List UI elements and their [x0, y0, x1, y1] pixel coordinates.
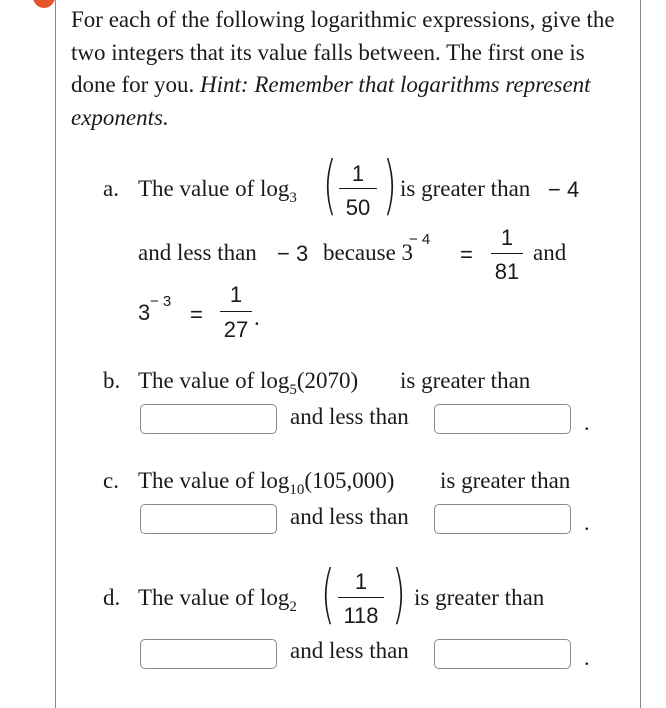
part-a-lower-bound: − 4: [548, 177, 580, 202]
part-a-exponent-2: − 3: [150, 293, 172, 310]
part-d-denominator: 118: [343, 603, 379, 628]
part-b-base: 5: [289, 382, 297, 398]
part-a-fraction-bar: [339, 188, 377, 189]
part-c-argument: (105,000): [304, 468, 395, 493]
part-b-label: b.: [103, 368, 121, 393]
part-a-upper-bound: − 3: [277, 241, 309, 266]
part-d-fraction-bar: [338, 597, 384, 598]
part-b-lower-input[interactable]: [140, 404, 277, 434]
part-a-equals-1: =: [460, 242, 473, 267]
part-d-period: .: [584, 645, 590, 670]
part-a-equals-2: =: [190, 302, 203, 327]
part-d-less: and less than: [290, 638, 409, 663]
part-d-base: 2: [289, 599, 297, 615]
instructions: [71, 4, 631, 134]
part-b-less: and less than: [290, 404, 409, 429]
part-a-base: 3: [289, 190, 297, 206]
part-a-frac2-denominator: 27: [223, 317, 249, 342]
part-c-lower-input[interactable]: [140, 504, 277, 534]
part-d-upper-input[interactable]: [434, 639, 571, 669]
part-a-frac2-bar: [220, 311, 252, 312]
part-c-greater: is greater than: [440, 468, 571, 493]
part-d-prefix: The value of $\log_2$: [138, 585, 297, 615]
part-a-and: and: [533, 240, 567, 265]
part-a-greater: is greater than: [400, 176, 531, 201]
part-d-greater: is greater than: [414, 585, 545, 610]
part-a-left-paren: (: [323, 149, 337, 223]
instructions-text: For each of the following logarithmic expressions, give the two integers that its value falls between. The first one is done for you.: [71, 7, 615, 97]
part-b-greater: is greater than: [400, 368, 531, 393]
part-b-period: .: [584, 410, 590, 435]
part-a-exponent-1: − 4: [409, 231, 431, 248]
part-c-upper-input[interactable]: [434, 504, 571, 534]
part-c-base: 10: [289, 482, 305, 498]
part-d-numerator: 1: [354, 569, 368, 594]
part-b-upper-input[interactable]: [434, 404, 571, 434]
hint-text: Hint: Remember that logarithms represent exponents.: [71, 72, 591, 130]
part-c-label: c.: [103, 468, 119, 493]
part-a-right-paren: ): [383, 149, 397, 223]
part-a-base-2: 3: [138, 300, 151, 325]
part-a-denominator: 50: [345, 195, 371, 220]
part-a-period: .: [254, 305, 260, 330]
part-a-frac1-numerator: 1: [500, 225, 514, 250]
part-b-argument: (2070): [296, 368, 359, 393]
part-a-prefix: The value of $\log_3$: [138, 176, 297, 206]
part-c-less: and less than: [290, 504, 409, 529]
part-b-prefix: The value of $\log_5(2070)$: [138, 368, 359, 398]
part-a-frac1-denominator: 81: [494, 259, 520, 284]
part-d-left-paren: (: [321, 558, 335, 632]
part-a-numerator: 1: [351, 161, 365, 186]
part-d-lower-input[interactable]: [140, 639, 277, 669]
part-d-right-paren: ): [392, 558, 406, 632]
part-a-because: because 3: [323, 240, 414, 265]
part-a-label: a.: [103, 176, 119, 201]
part-d-label: d.: [103, 585, 121, 610]
status-indicator: [33, 0, 55, 8]
part-a-frac1-bar: [491, 253, 523, 254]
part-a-less: and less than: [138, 240, 257, 265]
part-c-prefix: The value of $\log_{10}(105,000)$: [138, 468, 395, 498]
part-a-frac2-numerator: 1: [229, 282, 243, 307]
part-c-period: .: [584, 510, 590, 535]
